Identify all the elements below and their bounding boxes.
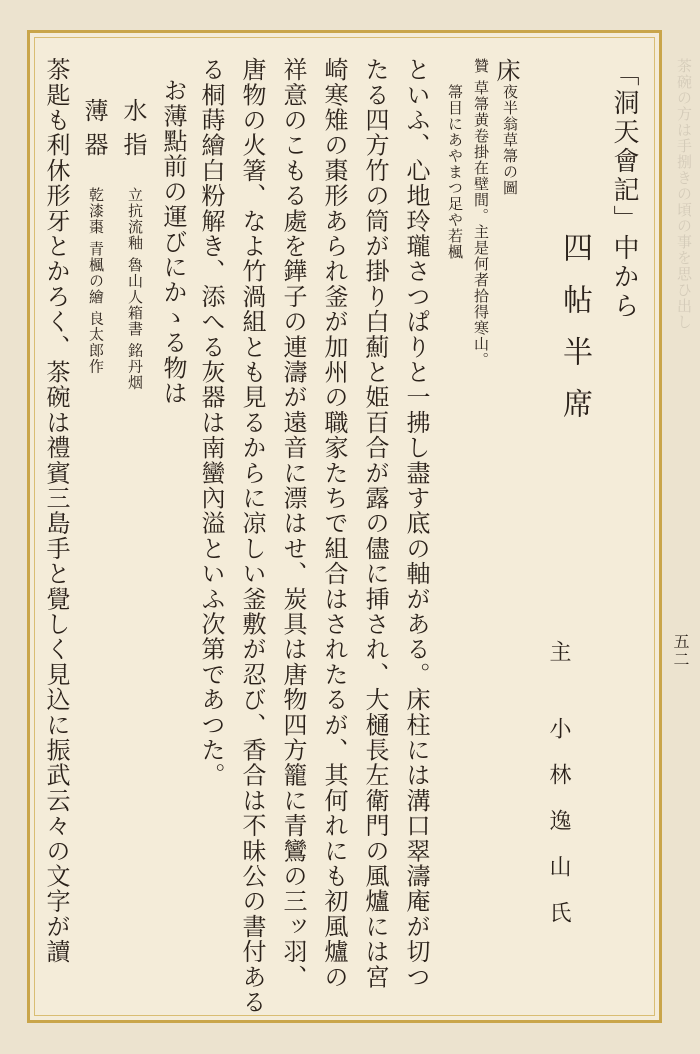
body-line: 茶匙も利休形牙とかろく、茶碗は禮賓三島手と覺しく見込に振武云々の文字が讀 [42, 57, 70, 965]
body-line: 祥意のこもる處を鏵子の連濤が遠音に漂はせ、炭具は唐物四方籠に青鸞の三ッ羽、 [279, 57, 307, 990]
author-line: 主 小林逸山氏 [546, 640, 571, 947]
utensil-detail: 乾漆棗 青楓の繪 良太郎作 [87, 187, 105, 375]
body-line: 崎寒雉の棗形あられ釜が加州の職家たちで組合はされたるが、其何れにも初風爐の [320, 57, 348, 990]
body-line: お薄點前の運びにかゝる物は [159, 78, 187, 406]
page-number: 五二 [671, 633, 690, 669]
source-heading: 「洞天會記」中から [609, 60, 639, 321]
scroll-haiku: 箒目にあやまつ足や若楓 [446, 84, 464, 260]
page-title: 四帖半席 [557, 232, 592, 440]
body-line: といふ、心地玲瓏さつぱりと一拂し盡す底の軸がある。床柱には溝口翠濤庵が切つ [402, 57, 430, 990]
bleed-through-text: 茶碗の方は手捌きの頃の事を思ひ出し [675, 58, 693, 330]
utensil-detail: 立抗流釉 魯山人箱書 銘丹烟 [126, 187, 144, 391]
body-line: る桐蒔繪白粉解き、添へる灰器は南蠻內溢といふ次第であつた。 [197, 57, 225, 788]
utensil-label: 水 指 [119, 98, 147, 158]
scroll-inscription: 贊 草箒黄卷掛在壁間。主是何者拾得寒山。 [472, 58, 490, 368]
body-line: たる四方竹の筒が掛り白薊と姫百合が露の儘に挿され、大樋長左衛門の風爐には宮 [361, 57, 389, 990]
scroll-title: 夜半翁草箒の圖 [501, 84, 519, 196]
utensil-label: 薄 器 [80, 98, 108, 158]
tokonoma-label: 床 [492, 58, 520, 84]
body-line: 唐物の火箸、なよ竹渦組とも見るからに凉しい釜敷が忍び、香合は不昧公の書付ある [238, 57, 266, 1015]
